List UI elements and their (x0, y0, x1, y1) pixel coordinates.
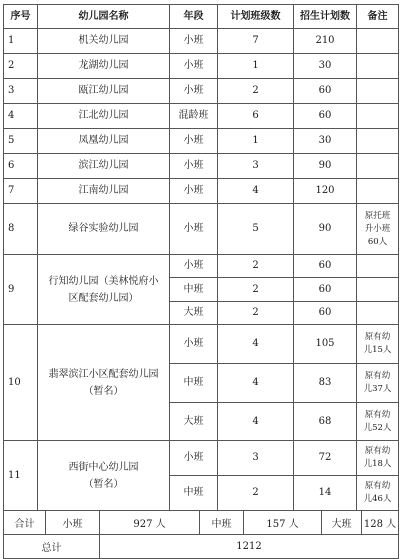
row-enroll: 90 (294, 154, 357, 179)
row-name: 瓯江幼儿园 (38, 79, 170, 104)
summary-big-value: 128 人 (362, 511, 399, 535)
row-enroll: 105 (294, 325, 357, 364)
row-enroll: 60 (294, 302, 357, 325)
table-row (4, 79, 399, 104)
row-seq: 2 (4, 54, 38, 79)
row-grade: 小班 (170, 179, 218, 204)
summary-small-value: 927 人 (100, 511, 200, 535)
row-note (357, 302, 399, 325)
row-grade: 中班 (170, 476, 218, 511)
row-seq: 8 (4, 204, 38, 255)
row-grade: 小班 (170, 79, 218, 104)
row-name: 滨江幼儿园 (38, 154, 170, 179)
total-table (3, 535, 399, 559)
row-classes: 7 (218, 29, 294, 54)
row-name: 江北幼儿园 (38, 104, 170, 129)
row-grade: 小班 (170, 325, 218, 364)
row-enroll: 210 (294, 29, 357, 54)
row-name: 翡翠滨江小区配套幼儿园（暂名） (38, 325, 170, 441)
summary-row (4, 511, 399, 535)
table-row (4, 255, 399, 278)
row-enroll: 83 (294, 364, 357, 403)
row-note: 原有幼儿52人 (357, 403, 399, 441)
row-seq: 1 (4, 29, 38, 54)
row-classes: 5 (218, 204, 294, 255)
header-remarks: 备注 (357, 5, 399, 29)
header-kindergarten-name: 幼儿园名称 (38, 5, 170, 29)
table-row (4, 29, 399, 54)
summary-mid-value: 157 人 (244, 511, 322, 535)
row-classes: 3 (218, 154, 294, 179)
row-seq: 9 (4, 255, 38, 325)
summary-label: 合计 (4, 511, 46, 535)
row-enroll: 60 (294, 79, 357, 104)
row-classes: 2 (218, 255, 294, 278)
row-classes: 6 (218, 104, 294, 129)
row-note (357, 154, 399, 179)
row-classes: 1 (218, 54, 294, 79)
row-note (357, 29, 399, 54)
row-name: 绿谷实验幼儿园 (38, 204, 170, 255)
row-enroll: 30 (294, 129, 357, 154)
row-grade: 大班 (170, 403, 218, 441)
row-name: 西街中心幼儿园（暂名） (38, 441, 170, 511)
row-seq: 11 (4, 441, 38, 511)
row-grade: 小班 (170, 204, 218, 255)
summary-table (3, 511, 399, 535)
row-seq: 6 (4, 154, 38, 179)
header-grade: 年段 (170, 5, 218, 29)
row-note (357, 54, 399, 79)
row-classes: 2 (218, 278, 294, 302)
row-enroll: 60 (294, 278, 357, 302)
row-grade: 大班 (170, 302, 218, 325)
row-grade: 中班 (170, 364, 218, 403)
row-classes: 4 (218, 364, 294, 403)
row-grade: 混龄班 (170, 104, 218, 129)
row-grade: 小班 (170, 154, 218, 179)
header-planned-classes: 计划班级数 (218, 5, 294, 29)
row-note (357, 79, 399, 104)
row-name: 龙湖幼儿园 (38, 54, 170, 79)
row-grade: 中班 (170, 278, 218, 302)
row-enroll: 72 (294, 441, 357, 476)
row-note: 原有幼儿18人 (357, 441, 399, 476)
table-row (4, 154, 399, 179)
row-enroll: 60 (294, 104, 357, 129)
table-row (4, 129, 399, 154)
row-enroll: 68 (294, 403, 357, 441)
row-seq: 7 (4, 179, 38, 204)
row-seq: 3 (4, 79, 38, 104)
row-name: 凤凰幼儿园 (38, 129, 170, 154)
row-grade: 小班 (170, 129, 218, 154)
row-note (357, 278, 399, 302)
total-label: 总计 (4, 535, 100, 559)
enrollment-plan-document (3, 4, 398, 559)
header-planned-enrollment: 招生计划数 (294, 5, 357, 29)
row-note: 原有幼儿46人 (357, 476, 399, 511)
table-row (4, 104, 399, 129)
table-row (4, 441, 399, 476)
row-seq: 5 (4, 129, 38, 154)
row-note: 原有幼儿37人 (357, 364, 399, 403)
row-note (357, 179, 399, 204)
row-grade: 小班 (170, 54, 218, 79)
table-header-row (4, 5, 399, 29)
row-enroll: 14 (294, 476, 357, 511)
row-seq: 4 (4, 104, 38, 129)
row-enroll: 120 (294, 179, 357, 204)
header-seq: 序号 (4, 5, 38, 29)
table-row (4, 204, 399, 255)
table-row (4, 54, 399, 79)
row-classes: 2 (218, 476, 294, 511)
row-note (357, 129, 399, 154)
row-name: 江南幼儿园 (38, 179, 170, 204)
row-classes: 4 (218, 179, 294, 204)
summary-small-label: 小班 (46, 511, 100, 535)
table-row (4, 179, 399, 204)
table-row (4, 325, 399, 364)
total-row (4, 535, 399, 559)
row-enroll: 30 (294, 54, 357, 79)
enrollment-table (3, 4, 399, 511)
row-classes: 3 (218, 441, 294, 476)
row-classes: 4 (218, 403, 294, 441)
row-note (357, 104, 399, 129)
summary-mid-label: 中班 (200, 511, 244, 535)
row-grade: 小班 (170, 255, 218, 278)
row-classes: 4 (218, 325, 294, 364)
row-classes: 1 (218, 129, 294, 154)
row-enroll: 90 (294, 204, 357, 255)
summary-big-label: 大班 (322, 511, 362, 535)
row-name: 机关幼儿园 (38, 29, 170, 54)
row-enroll: 60 (294, 255, 357, 278)
row-name: 行知幼儿园（美林悦府小区配套幼儿园） (38, 255, 170, 325)
row-grade: 小班 (170, 441, 218, 476)
row-note (357, 255, 399, 278)
row-classes: 2 (218, 79, 294, 104)
row-seq: 10 (4, 325, 38, 441)
row-note: 原有幼儿15人 (357, 325, 399, 364)
row-grade: 小班 (170, 29, 218, 54)
total-value: 1212 (100, 535, 399, 559)
row-note: 原托班升小班60人 (357, 204, 399, 255)
row-classes: 2 (218, 302, 294, 325)
